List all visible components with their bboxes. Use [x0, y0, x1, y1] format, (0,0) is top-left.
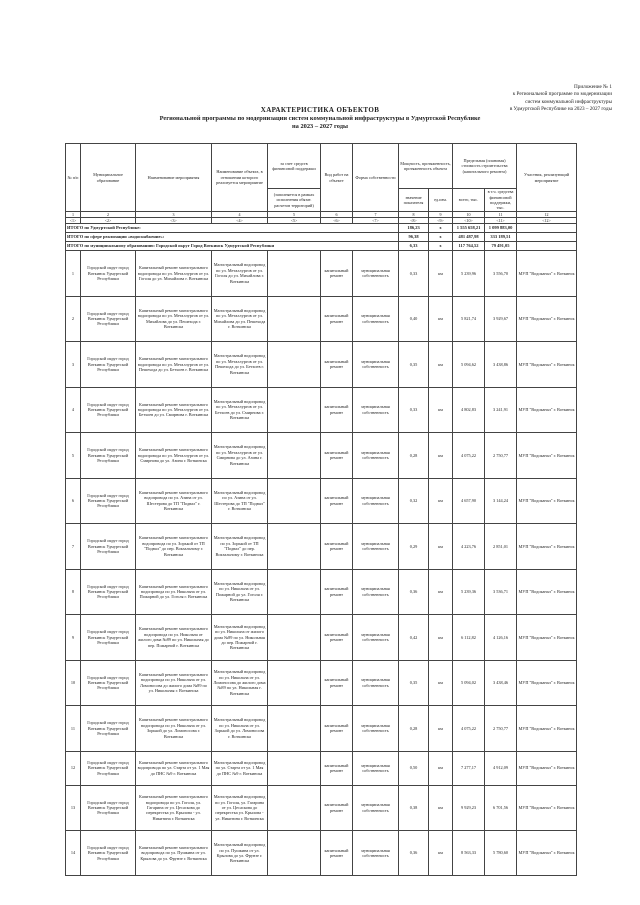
cost-financing: 2 750,77	[485, 706, 517, 752]
measure-name: Капитальный ремонт магистрального водопровода по ул. Пушкина от ул. Крылова до ул. Фрунзе г. Воткинска	[136, 831, 212, 876]
column-tag: <1>	[66, 218, 81, 224]
row-number: 1	[66, 251, 81, 297]
works-type: капитальный ремонт	[321, 524, 353, 570]
works-type: капитальный ремонт	[321, 615, 353, 661]
length-unit: км	[429, 478, 453, 524]
ownership-form: муниципальная собственность	[353, 296, 399, 342]
column-tag: <10>	[453, 218, 485, 224]
row-number: 4	[66, 387, 81, 433]
cost-total: 4 075,22	[453, 433, 485, 479]
table-row	[66, 706, 577, 752]
total-unit: х	[429, 233, 453, 242]
measure-name: Капитальный ремонт магистрального водопровода по ул. Металлургов от ул. Пешехода до ул. Бетхоев г. Воткинска	[136, 342, 212, 388]
participant: МУП "Водоканал" г. Воткинск	[517, 615, 577, 661]
table-row	[66, 569, 577, 615]
length-unit: км	[429, 785, 453, 831]
cost-financing: 3 241,91	[485, 387, 517, 433]
ownership-form: муниципальная собственность	[353, 433, 399, 479]
cost-total: 5 094,62	[453, 342, 485, 388]
row-number: 8	[66, 569, 81, 615]
municipality: Городской округ город Воткинск Удмуртской Республики	[81, 751, 136, 785]
participant: МУП "Водоканал" г. Воткинск	[517, 342, 577, 388]
header-object: Наименование объекта, в отношении которого реализуется мероприятие	[212, 144, 268, 212]
financing-note	[268, 785, 321, 831]
cost-financing: 6 701,56	[485, 785, 517, 831]
header-unit: ед.изм.	[429, 189, 453, 212]
length-value: 0,40	[399, 296, 429, 342]
cost-total: 5 821,74	[453, 296, 485, 342]
length-unit: км	[429, 433, 453, 479]
length-unit: км	[429, 251, 453, 297]
column-number: 2	[81, 212, 136, 218]
municipality: Городской округ город Воткинск Удмуртской Республики	[81, 660, 136, 706]
length-unit: км	[429, 524, 453, 570]
header-participant: Участник, реализующий мероприятие	[517, 144, 577, 212]
cost-financing: 3 438,46	[485, 660, 517, 706]
municipality: Городской округ город Воткинск Удмуртской Республики	[81, 296, 136, 342]
works-type: капитальный ремонт	[321, 785, 353, 831]
participant: МУП "Водоканал" г. Воткинск	[517, 706, 577, 752]
works-type: капитальный ремонт	[321, 296, 353, 342]
financing-note	[268, 660, 321, 706]
financing-note	[268, 478, 321, 524]
works-type: капитальный ремонт	[321, 342, 353, 388]
total-unit: х	[429, 242, 453, 251]
financing-note	[268, 387, 321, 433]
length-value: 0,50	[399, 751, 429, 785]
total-cost: 117 764,52	[453, 242, 485, 251]
column-number: 10	[453, 212, 485, 218]
length-value: 0,28	[399, 433, 429, 479]
financing-note	[268, 751, 321, 785]
works-type: капитальный ремонт	[321, 433, 353, 479]
cost-total: 8 563,33	[453, 831, 485, 876]
row-number: 13	[66, 785, 81, 831]
table-row	[66, 615, 577, 661]
table-row	[66, 296, 577, 342]
cost-total: 4 657,90	[453, 478, 485, 524]
total-label: ИТОГО по муниципальному образованию: Городской округ Город Воткинск Удмуртской Республики	[66, 242, 399, 251]
financing-note	[268, 569, 321, 615]
column-number: 1	[66, 212, 81, 218]
table-row	[66, 251, 577, 297]
object-name: Магистральный водопровод по ул. Гоголя, ул. Гагарина от ул. Цесаскова до перекрестка ул. Крылова - ул. Никитина г. Воткинска	[212, 785, 268, 831]
total-row	[66, 242, 577, 251]
total-label: ИТОГО по сфере реализации «водоснабжение»:	[66, 233, 399, 242]
works-type: капитальный ремонт	[321, 751, 353, 785]
table-row	[66, 751, 577, 785]
row-number: 11	[66, 706, 81, 752]
cost-financing: 3 144,24	[485, 478, 517, 524]
cost-total: 6 112,82	[453, 615, 485, 661]
ownership-form: муниципальная собственность	[353, 387, 399, 433]
financing-note	[268, 433, 321, 479]
length-value: 0,33	[399, 251, 429, 297]
column-tag: <8>	[399, 218, 429, 224]
ownership-form: муниципальная собственность	[353, 831, 399, 876]
works-type: капитальный ремонт	[321, 387, 353, 433]
financing-note	[268, 296, 321, 342]
ownership-form: муниципальная собственность	[353, 751, 399, 785]
row-number: 6	[66, 478, 81, 524]
participant: МУП "Водоканал" г. Воткинск	[517, 251, 577, 297]
municipality: Городской округ город Воткинск Удмуртской Республики	[81, 251, 136, 297]
object-name: Магистральный водопровод по ул. Металлургов от ул. Михайлова до ул. Пешехода г. Воткинска	[212, 296, 268, 342]
object-name: Магистральный водопровод по ул. Зорькой от ТП "Подвал" до пер. Вокзальному г. Воткинска	[212, 524, 268, 570]
participant: МУП "Водоканал" г. Воткинск	[517, 478, 577, 524]
row-number: 14	[66, 831, 81, 876]
works-type: капитальный ремонт	[321, 706, 353, 752]
column-tag: <6>	[321, 218, 353, 224]
length-value: 0,29	[399, 524, 429, 570]
table-row	[66, 524, 577, 570]
measure-name: Капитальный ремонт магистрального водопровода по ул. Металлургов от ул. Смирнова до ул. Азина г. Воткинска	[136, 433, 212, 479]
table-row	[66, 831, 577, 876]
ownership-form: муниципальная собственность	[353, 478, 399, 524]
length-unit: км	[429, 342, 453, 388]
length-unit: км	[429, 706, 453, 752]
total-participant	[517, 224, 577, 233]
column-number: 8	[399, 212, 429, 218]
participant: МУП "Водоканал" г. Воткинск	[517, 660, 577, 706]
header-power: Мощность, протяженность, протяженность объекта	[399, 144, 453, 189]
length-value: 0,35	[399, 660, 429, 706]
table-row	[66, 660, 577, 706]
table-row	[66, 478, 577, 524]
municipality: Городской округ город Воткинск Удмуртской Республики	[81, 785, 136, 831]
municipality: Городской округ город Воткинск Удмуртской Республики	[81, 524, 136, 570]
cost-financing: 4 126,16	[485, 615, 517, 661]
length-value: 0,38	[399, 785, 429, 831]
row-number: 10	[66, 660, 81, 706]
object-name: Магистральный водопровод по ул. Никольна от ул. Ломоносова до жилого дома №89 по ул. Никольная г. Воткинска	[212, 660, 268, 706]
table-row	[66, 387, 577, 433]
total-row	[66, 233, 577, 242]
cost-financing: 3 438,86	[485, 342, 517, 388]
measure-name: Капитальный ремонт магистрального водопровода по ул. Никольна от ул. Ломоносова до жилого дома №89 по ул. Никольная г. Воткинска	[136, 660, 212, 706]
total-participant	[517, 233, 577, 242]
total-participant	[517, 242, 577, 251]
total-row	[66, 224, 577, 233]
works-type: капитальный ремонт	[321, 251, 353, 297]
column-number: 11	[485, 212, 517, 218]
cost-financing: 2 851,01	[485, 524, 517, 570]
appendix-line: Приложение № 1	[574, 84, 612, 90]
participant: МУП "Водоканал" г. Воткинск	[517, 751, 577, 785]
header-n: № п/п	[66, 144, 81, 212]
total-value: 186,23	[399, 224, 429, 233]
column-tag: <3>	[136, 218, 212, 224]
length-value: 0,33	[399, 387, 429, 433]
objects-table	[65, 143, 577, 876]
object-name: Магистральный водопровод по ул. Металлургов от ул. Бетхоев до ул. Смирнова г. Воткинска	[212, 387, 268, 433]
header-financing: за счет средств финансовой поддержки	[268, 144, 321, 189]
appendix-line: в Удмуртской Республике на 2023 – 2027 годы	[509, 105, 612, 112]
financing-note	[268, 831, 321, 876]
measure-name: Капитальный ремонт магистрального водопровода по ул. Старта от ул. 1 Мая до ПНС №9 г. Воткинска	[136, 751, 212, 785]
municipality: Городской округ город Воткинск Удмуртской Республики	[81, 831, 136, 876]
object-name: Магистральный водопровод по ул. Никольна от жилого дома №89 по ул. Никольная до пер. Пожарной г. Воткинска	[212, 615, 268, 661]
object-name: Магистральный водопровод по ул. Пушкина от ул. Крылова до ул. Фрунзе г. Воткинска	[212, 831, 268, 876]
appendix-line: к Региональной программе по модернизации	[512, 91, 612, 98]
header-measure: Наименование мероприятия	[136, 144, 212, 212]
row-number: 5	[66, 433, 81, 479]
length-value: 0,35	[399, 342, 429, 388]
works-type: капитальный ремонт	[321, 478, 353, 524]
row-number: 2	[66, 296, 81, 342]
municipality: Городской округ город Воткинск Удмуртской Республики	[81, 706, 136, 752]
municipality: Городской округ город Воткинск Удмуртской Республики	[81, 569, 136, 615]
financing-note	[268, 251, 321, 297]
document-title: ХАРАКТЕРИСТИКА ОБЪЕКТОВ	[260, 106, 380, 114]
header-power-value: значение показателя	[399, 189, 429, 212]
column-number: 4	[212, 212, 268, 218]
ownership-form: муниципальная собственность	[353, 524, 399, 570]
length-unit: км	[429, 751, 453, 785]
municipality: Городской округ город Воткинск Удмуртской Республики	[81, 387, 136, 433]
total-label: ИТОГО по Удмуртской Республике:	[66, 224, 399, 233]
cost-financing: 5 780,60	[485, 831, 517, 876]
total-value: 6,33	[399, 242, 429, 251]
measure-name: Капитальный ремонт магистрального водопровода по ул. Металлургов от ул. Бетхоев до ул. Смирнова г. Воткинска	[136, 387, 212, 433]
participant: МУП "Водоканал" г. Воткинск	[517, 296, 577, 342]
measure-name: Капитальный ремонт магистрального водопровода по ул. Гоголя, ул. Гагарина от ул. Цесаскова до перекрестка ул. Крылова - ул. Никитина г. Воткинска	[136, 785, 212, 831]
municipality: Городской округ город Воткинск Удмуртской Республики	[81, 615, 136, 661]
cost-financing: 3 556,70	[485, 251, 517, 297]
column-number: 6	[321, 212, 353, 218]
object-name: Магистральный водопровод по ул. Металлургов от ул. Пешехода до ул. Бетхоев г. Воткинска	[212, 342, 268, 388]
object-name: Магистральный водопровод по ул. Металлургов от ул. Гоголя до ул. Михайлова г. Воткинска	[212, 251, 268, 297]
measure-name: Капитальный ремонт магистрального водопровода по ул. Никольна от ул. Пожарной до ул. Гоголя г. Воткинска	[136, 569, 212, 615]
header-cost-all: всего, тыс.	[453, 189, 485, 212]
length-unit: км	[429, 660, 453, 706]
column-tag: <12>	[517, 218, 577, 224]
measure-name: Капитальный ремонт магистрального водопровода по ул. Никольна от жилого дома №89 по ул. Никольная до пер. Пожарной г. Воткинска	[136, 615, 212, 661]
ownership-form: муниципальная собственность	[353, 660, 399, 706]
total-financing: 79 491,05	[485, 242, 517, 251]
measure-name: Капитальный ремонт магистрального водопровода по ул. Азина от ул. Шестерова до ТП "Подвал" г. Воткинска	[136, 478, 212, 524]
column-tag: <7>	[353, 218, 399, 224]
total-financing: 333 189,51	[485, 233, 517, 242]
works-type: капитальный ремонт	[321, 660, 353, 706]
participant: МУП "Водоканал" г. Воткинск	[517, 433, 577, 479]
cost-total: 5 239,36	[453, 569, 485, 615]
measure-name: Капитальный ремонт магистрального водопровода по ул. Металлургов от ул. Михайлова до ул. Пешехода г. Воткинска	[136, 296, 212, 342]
total-financing: 1 099 883,00	[485, 224, 517, 233]
column-number: 12	[517, 212, 577, 218]
cost-financing: 3 929,67	[485, 296, 517, 342]
appendix-line: систем коммунальной инфраструктуры	[525, 98, 612, 105]
length-unit: км	[429, 296, 453, 342]
total-value: 96,38	[399, 233, 429, 242]
length-unit: км	[429, 831, 453, 876]
header-row	[66, 144, 577, 189]
financing-note	[268, 342, 321, 388]
column-number: 9	[429, 212, 453, 218]
document-subtitle: Региональной программы по модернизации систем коммунальной инфраструктуры в Удмуртской Республике	[159, 115, 481, 122]
object-name: Магистральный водопровод по ул. Азина от ул. Шестерова до ТП "Подвал" г. Воткинска	[212, 478, 268, 524]
object-name: Магистральный водопровод по ул. Металлургов от ул. Смирнова до ул. Азина г. Воткинска	[212, 433, 268, 479]
table-row	[66, 785, 577, 831]
object-name: Магистральный водопровод по ул. Старта от ул. 1 Мая до ПНС №9 г. Воткинска	[212, 751, 268, 785]
financing-note	[268, 615, 321, 661]
length-value: 0,32	[399, 478, 429, 524]
municipality: Городской округ город Воткинск Удмуртской Республики	[81, 478, 136, 524]
participant: МУП "Водоканал" г. Воткинск	[517, 831, 577, 876]
length-value: 0,42	[399, 615, 429, 661]
total-cost: 1 555 658,21	[453, 224, 485, 233]
cost-total: 4 223,76	[453, 524, 485, 570]
header-cost: Предельная (плановая) стоимость строительства (капитального ремонта)	[453, 144, 517, 189]
length-unit: км	[429, 569, 453, 615]
column-tag: <4>	[212, 218, 268, 224]
works-type: капитальный ремонт	[321, 831, 353, 876]
cost-financing: 3 536,71	[485, 569, 517, 615]
municipality: Городской округ город Воткинск Удмуртской Республики	[81, 433, 136, 479]
row-number: 7	[66, 524, 81, 570]
ownership-form: муниципальная собственность	[353, 342, 399, 388]
header-cost-fin: в т.ч. средства финансовой поддержки, тыс.	[485, 189, 517, 212]
ownership-form: муниципальная собственность	[353, 785, 399, 831]
header-municipality: Муниципальное образование	[81, 144, 136, 212]
measure-name: Капитальный ремонт магистрального водопровода по ул. Никольна от ул. Зорькой до ул. Ломоносова г. Воткинска	[136, 706, 212, 752]
length-value: 0,28	[399, 706, 429, 752]
cost-total: 7 277,17	[453, 751, 485, 785]
column-tag: <9>	[429, 218, 453, 224]
ownership-form: муниципальная собственность	[353, 615, 399, 661]
column-tag: <5>	[268, 218, 321, 224]
financing-note	[268, 524, 321, 570]
column-number: 5	[268, 212, 321, 218]
column-number: 3	[136, 212, 212, 218]
cost-total: 5 094,02	[453, 660, 485, 706]
length-unit: км	[429, 387, 453, 433]
header-ownership: Форма собственности	[353, 144, 399, 212]
table-row	[66, 342, 577, 388]
object-name: Магистральный водопровод по ул. Никольна от ул. Пожарной до ул. Гоголя г. Воткинска	[212, 569, 268, 615]
cost-total: 4 075,22	[453, 706, 485, 752]
ownership-form: муниципальная собственность	[353, 706, 399, 752]
ownership-form: муниципальная собственность	[353, 251, 399, 297]
table-row	[66, 433, 577, 479]
cost-financing: 4 912,09	[485, 751, 517, 785]
total-unit: х	[429, 224, 453, 233]
participant: МУП "Водоканал" г. Воткинск	[517, 524, 577, 570]
cost-financing: 2 750,77	[485, 433, 517, 479]
works-type: капитальный ремонт	[321, 569, 353, 615]
financing-note	[268, 706, 321, 752]
column-tag: <2>	[81, 218, 136, 224]
length-value: 0,36	[399, 831, 429, 876]
ownership-form: муниципальная собственность	[353, 569, 399, 615]
participant: МУП "Водоканал" г. Воткинск	[517, 387, 577, 433]
total-cost: 481 487,98	[453, 233, 485, 242]
length-unit: км	[429, 615, 453, 661]
header-works: Вид работ на объекте	[321, 144, 353, 212]
municipality: Городской округ город Воткинск Удмуртской Республики	[81, 342, 136, 388]
measure-name: Капитальный ремонт магистрального водопровода по ул. Зорькой от ТП "Подвал" до пер. Вокзальному г. Воткинска	[136, 524, 212, 570]
participant: МУП "Водоканал" г. Воткинск	[517, 785, 577, 831]
cost-total: 9 929,23	[453, 785, 485, 831]
object-name: Магистральный водопровод по ул. Никольна от ул. Зорькой до ул. Ломоносова г. Воткинска	[212, 706, 268, 752]
length-value: 0,36	[399, 569, 429, 615]
header-financing-sub: (заполняется в рамках исполнения обязат. расчетов территорий)	[268, 189, 321, 212]
participant: МУП "Водоканал" г. Воткинск	[517, 569, 577, 615]
cost-total: 4 802,83	[453, 387, 485, 433]
measure-name: Капитальный ремонт магистрального водопровода по ул. Металлургов от ул. Гоголя до ул. Михайлова г. Воткинска	[136, 251, 212, 297]
column-number: 7	[353, 212, 399, 218]
row-number: 9	[66, 615, 81, 661]
document-period: на 2023 – 2027 годы	[291, 123, 348, 130]
row-number: 12	[66, 751, 81, 785]
cost-total: 5 239,96	[453, 251, 485, 297]
column-tag: <11>	[485, 218, 517, 224]
row-number: 3	[66, 342, 81, 388]
